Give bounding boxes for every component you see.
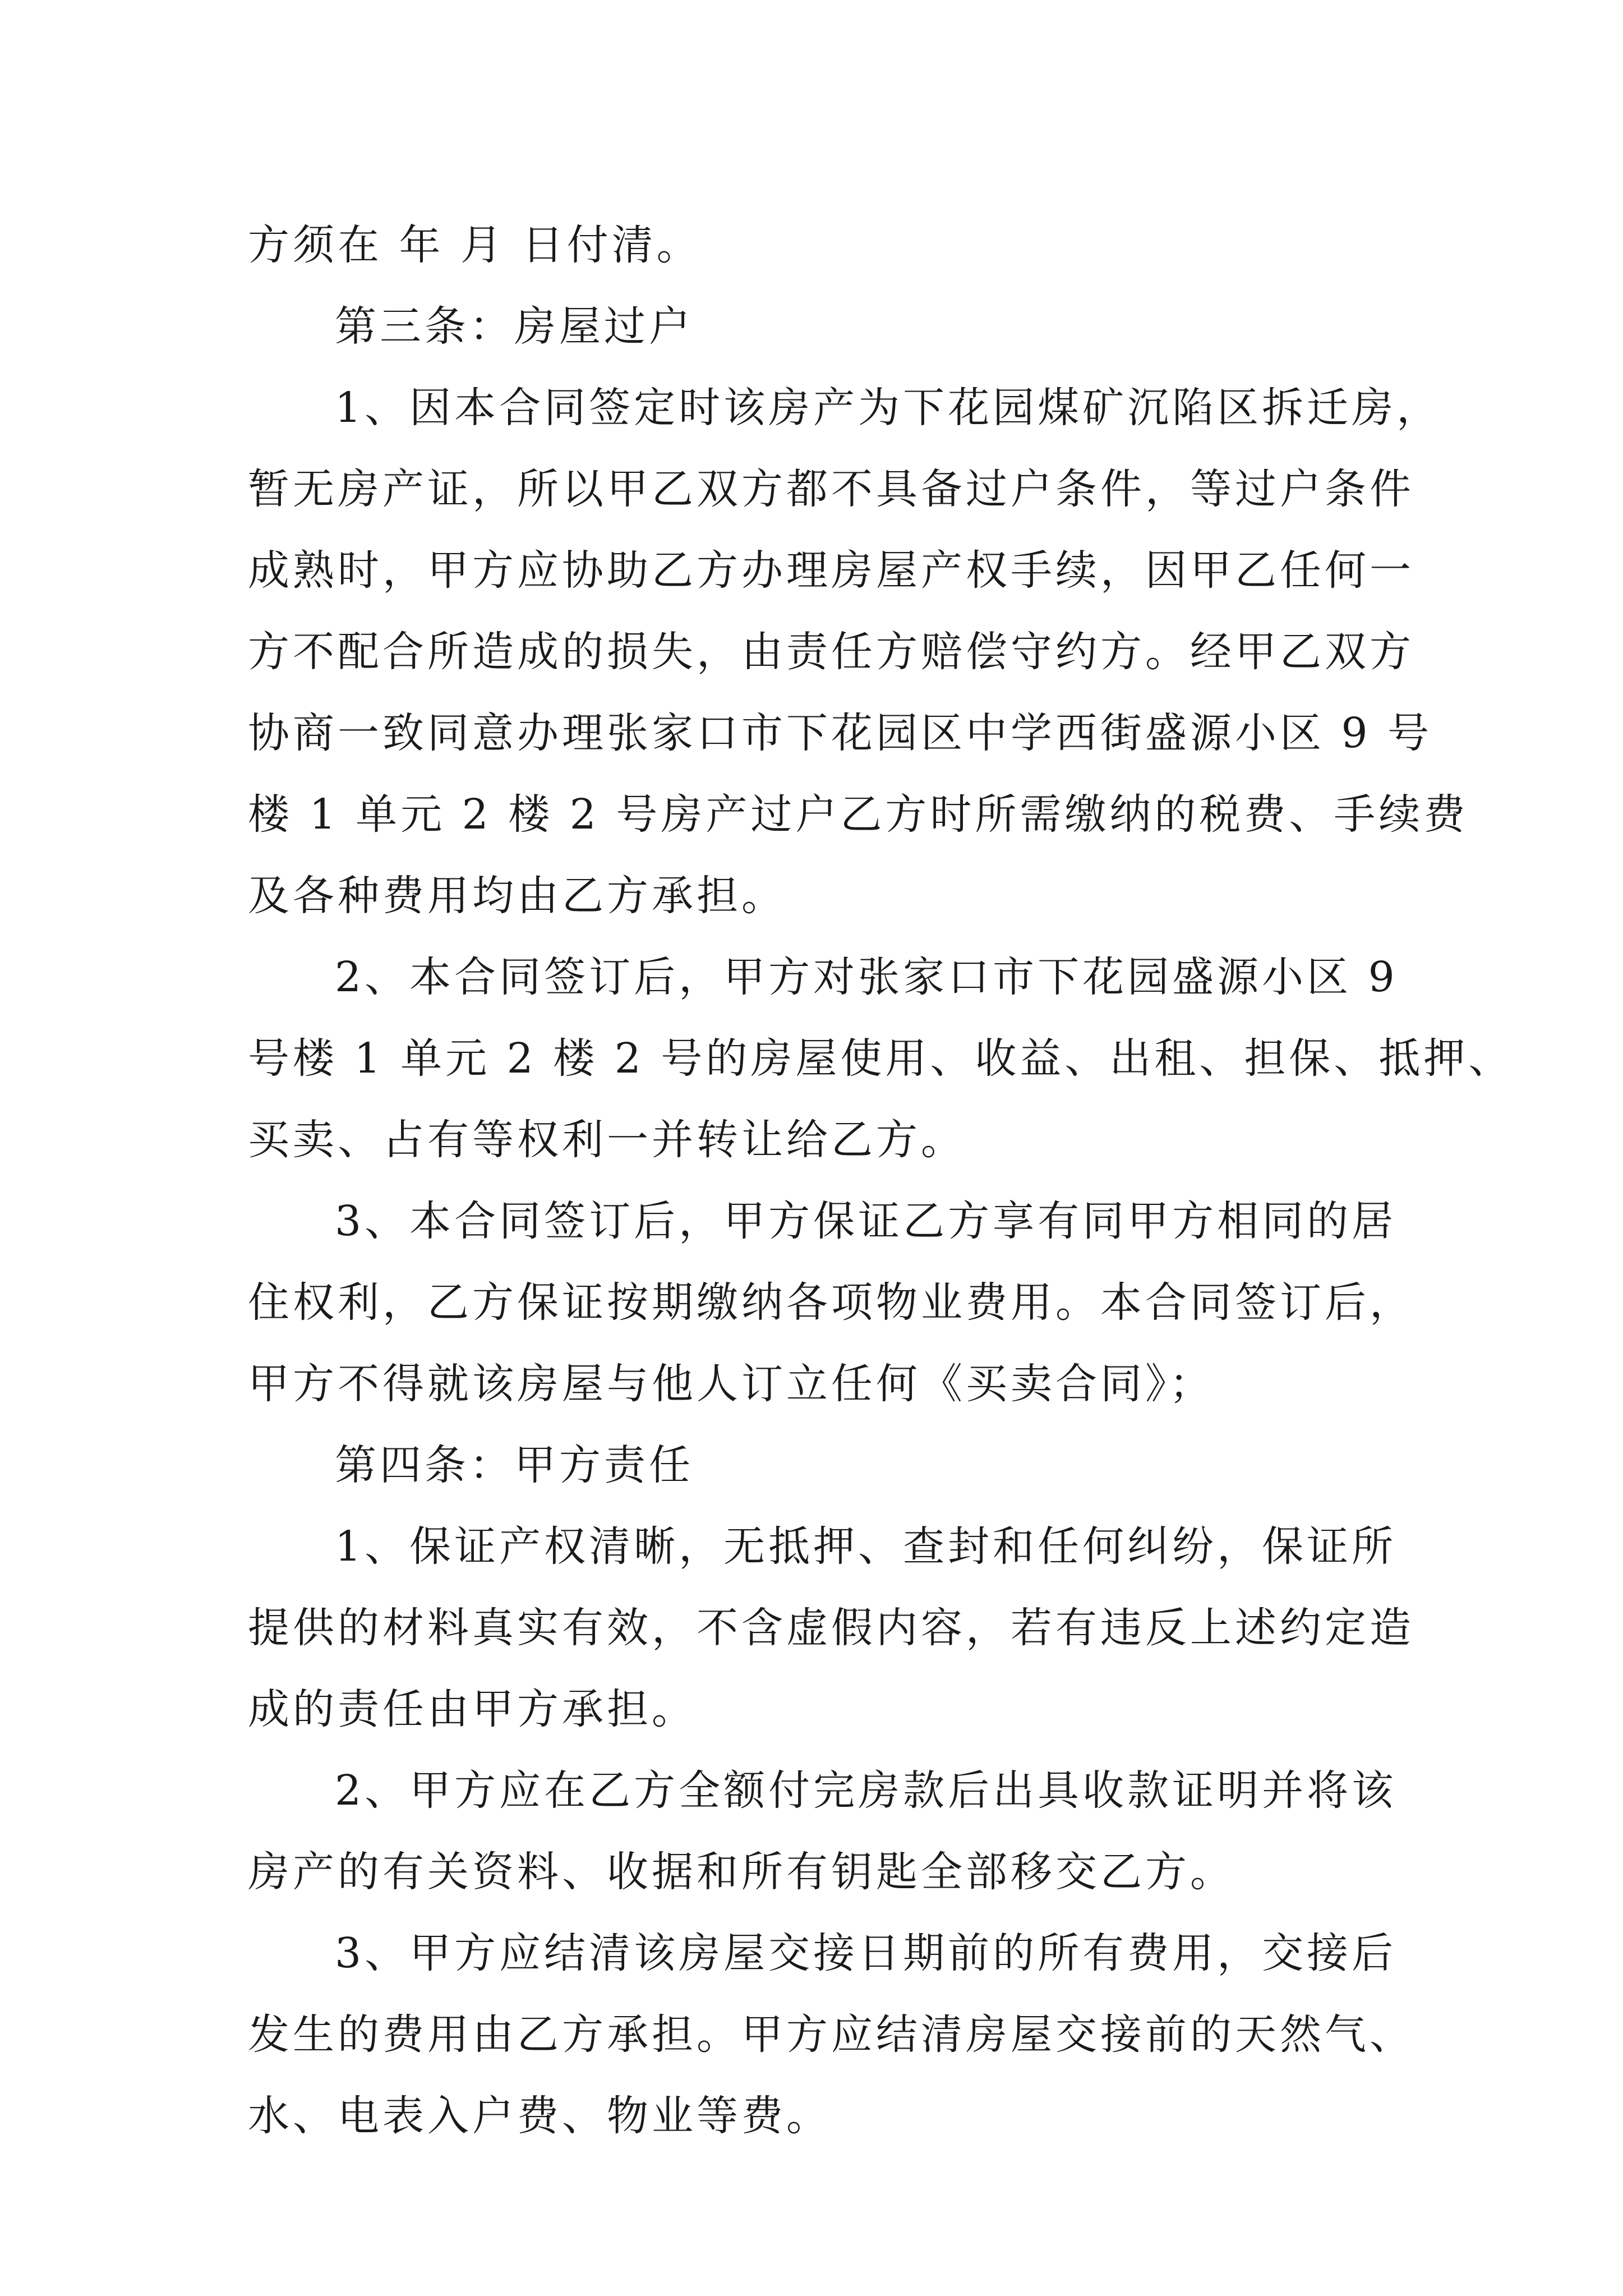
text-line: 买卖、占有等权利一并转让给乙方。 [248, 1116, 966, 1164]
text-line: 1、保证产权清晰，无抵押、查封和任何纠纷，保证所 [335, 1522, 1397, 1571]
text-line: 及各种费用均由乙方承担。 [248, 872, 786, 920]
text-line: 提供的材料真实有效，不含虚假内容，若有违反上述约定造 [248, 1604, 1414, 1652]
text-line: 1、因本合同签定时该房产为下花园煤矿沉陷区拆迁房， [335, 384, 1442, 432]
text-line: 成熟时，甲方应协助乙方办理房屋产权手续，因甲乙任何一 [248, 546, 1414, 595]
text-line: 3、甲方应结清该房屋交接日期前的所有费用，交接后 [335, 1929, 1397, 1977]
text-line: 方不配合所造成的损失，由责任方赔偿守约方。经甲乙双方 [248, 628, 1414, 676]
text-line: 2、甲方应在乙方全额付完房款后出具收款证明并将该 [335, 1766, 1397, 1815]
text-line: 方须在 年 月 日付清。 [248, 221, 702, 269]
text-line: 发生的费用由乙方承担。甲方应结清房屋交接前的天然气、 [248, 2010, 1414, 2059]
document-body [248, 205, 1514, 2157]
section-heading-article-3: 第三条：房屋过户 [335, 302, 694, 351]
text-line: 暂无房产证，所以甲乙双方都不具备过户条件，等过户条件 [248, 465, 1414, 513]
text-line: 水、电表入户费、物业等费。 [248, 2092, 831, 2140]
text-line: 号楼 1 单元 2 楼 2 号的房屋使用、收益、出租、担保、抵押、 [248, 1034, 1514, 1083]
text-line: 住权利，乙方保证按期缴纳各项物业费用。本合同签订后， [248, 1278, 1414, 1327]
text-line: 协商一致同意办理张家口市下花园区中学西街盛源小区 9 号 [248, 709, 1433, 757]
text-line: 3、本合同签订后，甲方保证乙方享有同甲方相同的居 [335, 1197, 1397, 1245]
text-line: 成的责任由甲方承担。 [248, 1685, 697, 1733]
text-line: 楼 1 单元 2 楼 2 号房产过户乙方时所需缴纳的税费、手续费 [248, 790, 1469, 839]
text-line: 房产的有关资料、收据和所有钥匙全部移交乙方。 [248, 1848, 1235, 1896]
text-line: 甲方不得就该房屋与他人订立任何《买卖合同》； [248, 1360, 1214, 1408]
text-line: 2、本合同签订后，甲方对张家口市下花园盛源小区 9 [335, 953, 1398, 1001]
section-heading-article-4: 第四条：甲方责任 [335, 1441, 694, 1489]
